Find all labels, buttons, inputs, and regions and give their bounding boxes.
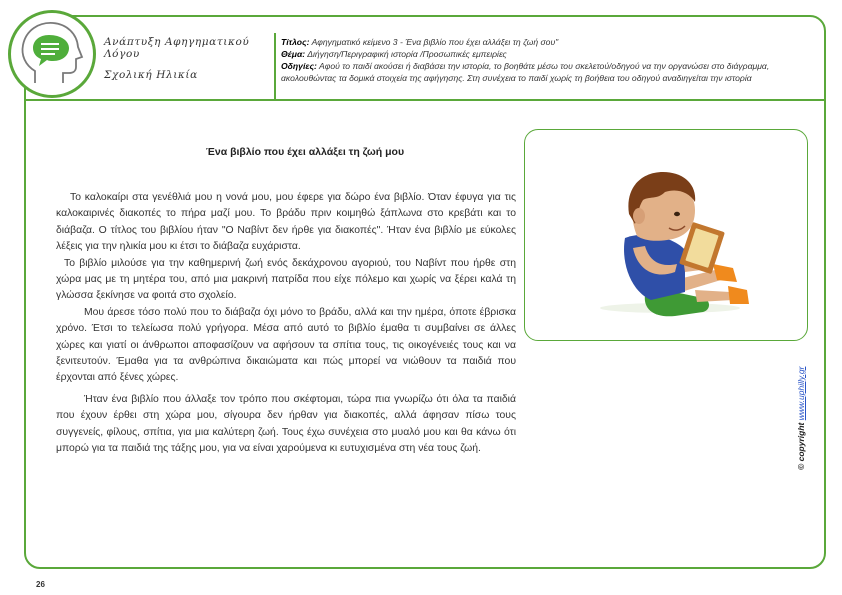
head-speech-logo-icon bbox=[8, 10, 96, 98]
story-paragraph: Μου άρεσε τόσο πολύ που το διάβαζα όχι μόνο το βράδυ, αλλά και την ημέρα, όποτε έβρισκα χρόνο. Έτσι το τελείωσα πολύ γρήγορα. Μέσα από αυτό το βιβλίο έμαθα τι συμβαίνει σε άλλες χώρες και γιατί οι άνθρωποι αποφασίζουν να αφήσουν τα σπίτια τους, τις οικογένειές τους και να ξενιτευτούν. Έμαθα για τα ανθρώπινα δικαιώματα και πώς μπορεί να νιώθουν τα παιδιά που έρχονται από ξένες χώρες. bbox=[56, 306, 516, 384]
copyright-label: © copyright bbox=[796, 422, 806, 470]
theme-text: Διήγηση/Περιγραφική ιστορία /Προσωπικές εμπειρίες bbox=[307, 49, 507, 59]
story-paragraph: Το καλοκαίρι στα γενέθλιά μου η νονά μου, μου έφερε για δώρο ένα βιβλίο. Όταν έφυγα για τις καλοκαιρινές διακοπές το πήρα μαζί μου. Το βράδυ πριν κοιμηθώ ξάπλωνα στο κρεβάτι και το διάβαζα. Ο τίτλος του βιβλίου ήταν "Ο Ναβίντ δεν ήρθε για διακοπές". Ήταν ένα βιβλίο με εύκολες λέξεις για την ηλικία μου κι έτσι το διάβαζα ευχάριστα. bbox=[56, 192, 516, 253]
header-vertical-divider bbox=[274, 33, 276, 99]
header-theme-row bbox=[281, 48, 821, 60]
header-info bbox=[281, 36, 821, 84]
series-title-line: Ανάπτυξη Αφηγηματικού Λόγου bbox=[104, 36, 250, 60]
theme-label: Θέμα: bbox=[281, 49, 306, 59]
header-divider bbox=[24, 99, 826, 101]
title-label: Τίτλος: bbox=[281, 37, 310, 47]
header-series-title bbox=[104, 36, 269, 90]
series-subtitle-line: Σχολική Ηλικία bbox=[104, 69, 198, 81]
instructions-label: Οδηγίες: bbox=[281, 61, 317, 71]
header-instructions-row bbox=[281, 60, 821, 84]
header-title-row bbox=[281, 36, 821, 48]
story-paragraph: Το βιβλίο μιλούσε για την καθημερινή ζωή ενός δεκάχρονου αγοριού, του Ναβίντ που ήρθε στη χώρα μας με τη μητέρα του, από μια μακρινή πατρίδα που είχε πόλεμο και χωρίς να ξέρει καλά τη γλώσσα ξεκίνησε να φοιτά στο σχολείο. bbox=[56, 257, 516, 302]
copyright-notice bbox=[796, 367, 806, 470]
story-body bbox=[56, 190, 516, 458]
story-title: Ένα βιβλίο που έχει αλλάξει τη ζωή μου bbox=[205, 146, 405, 158]
instructions-text: Αφού το παιδί ακούσει ή διαβάσει την ιστορία, το βοηθάτε μέσω του σκελετού/οδηγού να την οργανώσει στο διάγραμμα, ακολουθώντας τα δομικά στοιχεία της αφήγησης. Στη συνέχεια το παιδί χωρίς τη βοήθεια του οδηγού αναδιηγείται την ιστορία bbox=[281, 61, 770, 83]
page-number: 26 bbox=[36, 580, 45, 589]
copyright-link[interactable]: www.uphilly.gr bbox=[796, 366, 806, 421]
boy-reading-illustration bbox=[525, 130, 807, 340]
title-text: Αφηγηματικό κείμενο 3 - Ένα βιβλίο που έχει αλλάξει τη ζωή σου" bbox=[311, 37, 559, 47]
illustration-frame bbox=[524, 129, 808, 341]
story-paragraph: Ήταν ένα βιβλίο που άλλαξε τον τρόπο που σκέφτομαι, τώρα πια γνωρίζω ότι όλα τα παιδιά που έχουν έρθει στη χώρα μου, σίγουρα δεν ήρθαν για διακοπές, αλλά άφησαν πίσω τους συγγενείς, φίλους, σπίτια, για μια καλύτερη ζωή. Τους έχω συνέχεια στο μυαλό μου και θα κάνω ότι μπορώ για τα παιδιά της τάξης μου, για να είναι χαρούμενα κι ευτυχισμένα στη νέα τους ζωή. bbox=[56, 393, 516, 455]
